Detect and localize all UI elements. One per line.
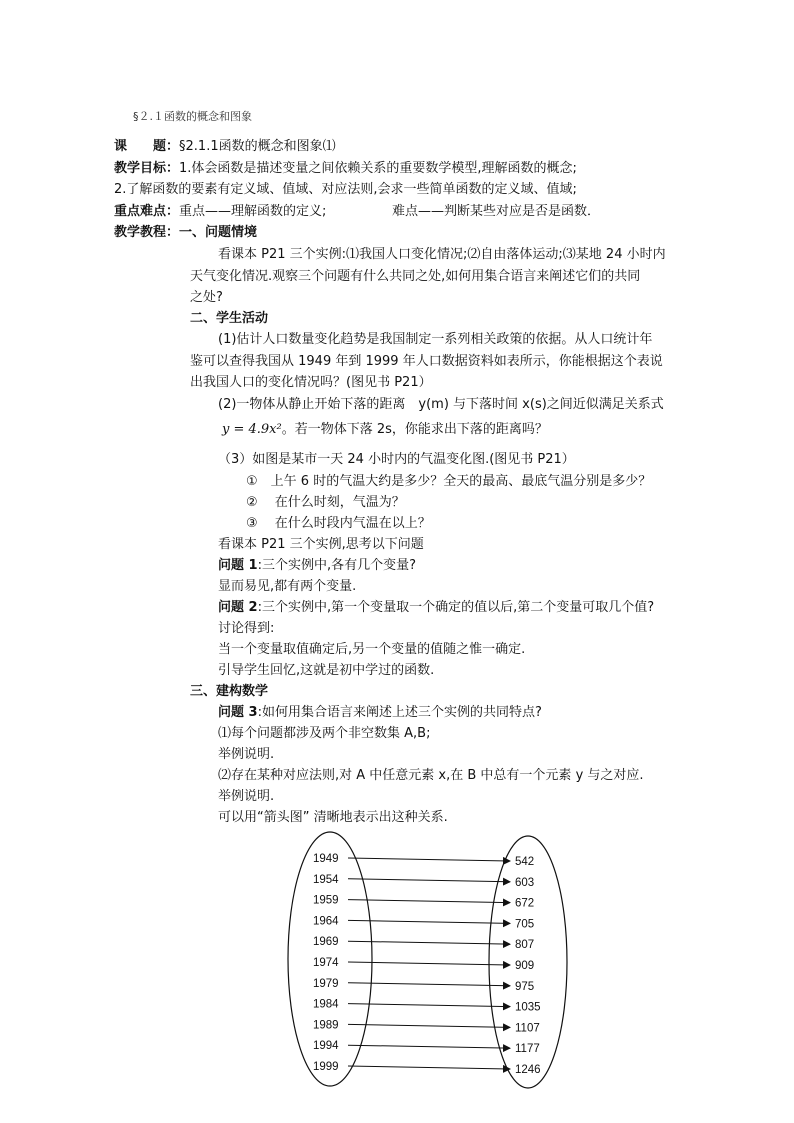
mapping-arrow: [348, 983, 510, 986]
question-2: ② 在什么时刻，气温为？: [246, 495, 405, 510]
domain-year: 1999: [313, 1061, 339, 1073]
fall-formula: y = 4.9x²: [222, 422, 282, 437]
think-line: 看课本 P21 三个实例,思考以下问题: [218, 537, 424, 552]
p3-title: （3）如图是某市一天 24 小时内的气温变化图.(图见书 P21）: [218, 452, 575, 467]
qa3-text: :如何用集合语言来阐述上述三个实例的共同特点?: [257, 705, 542, 720]
p2-line-1: (2)一物体从静止开始下落的距离 y(m) 与下落时间 x(s)之间近似满足关系式: [218, 397, 664, 412]
section-3-title: 三、建构数学: [190, 684, 269, 699]
qa1-text: :三个实例中,各有几个变量?: [257, 558, 416, 573]
process-label: 教学教程：: [114, 225, 180, 240]
domain-year: 1974: [313, 957, 339, 969]
statement-2: ⑵存在某种对应法则,对 A 中任意元素 x,在 B 中总有一个元素 y 与之对应.: [218, 768, 644, 783]
qa2-answer-2: 当一个变量取值确定后,另一个变量的值随之惟一确定.: [218, 642, 526, 657]
qa1-label: 问题 1: [218, 558, 258, 573]
statement-1-example: 举例说明.: [218, 747, 275, 762]
domain-year: 1964: [313, 915, 339, 928]
qa2-text: :三个实例中,第一个变量取一个确定的值以后,第二个变量可取几个值?: [257, 600, 655, 615]
domain-year: 1949: [313, 853, 339, 865]
statement-1: ⑴每个问题都涉及两个非空数集 A,B;: [218, 726, 431, 741]
mapping-arrow: [348, 900, 510, 903]
range-population: 807: [515, 939, 535, 952]
mapping-arrow: [348, 1045, 510, 1048]
range-population: 603: [515, 876, 535, 889]
topic-label: 课 题：: [114, 139, 180, 154]
goal-label: 教学目标：: [114, 161, 180, 176]
range-population: 705: [515, 918, 535, 931]
range-population: 542: [515, 856, 535, 868]
p1-line-2: 鉴可以查得我国从 1949 年到 1999 年人口数据资料如表所示，你能根据这个表说: [190, 354, 663, 369]
range-population: 672: [515, 897, 535, 910]
arrow-diagram-note: 可以用“箭头图” 清晰地表示出这种关系.: [218, 810, 448, 825]
intro-line-1: 看课本 P21 三个实例:⑴我国人口变化情况;⑵自由落体运动;⑶某地 24 小时内: [218, 247, 666, 262]
intro-line-2: 天气变化情况.观察三个问题有什么共同之处,如何用集合语言来阐述它们的共同: [190, 269, 641, 284]
range-population: 975: [515, 980, 535, 993]
mapping-arrow: [348, 920, 510, 923]
key-label: 重点难点：: [114, 204, 180, 219]
qa2-answer-1: 讨论得到:: [218, 621, 275, 636]
question-1: ① 上午 6 时的气温大约是多少？全天的最高、最底气温分别是多少？: [246, 474, 652, 489]
qa2-label: 问题 2: [218, 600, 258, 615]
range-population: 909: [515, 960, 535, 972]
goal-1: 1.体会函数是描述变量之间依赖关系的重要数学模型,理解函数的概念;: [179, 161, 577, 176]
range-population: 1177: [515, 1043, 540, 1056]
difficulty: 难点——判断某些对应是否是函数．: [392, 204, 601, 219]
domain-year: 1954: [313, 873, 339, 886]
p1-line-1: (1)估计人口数量变化趋势是我国制定一系列相关政策的依据。从人口统计年: [218, 332, 653, 347]
range-population: 1107: [515, 1022, 540, 1035]
mapping-arrow: [348, 858, 510, 861]
goal-2: 2.了解函数的要素有定义域、值域、对应法则,会求一些简单函数的定义域、值域;: [114, 182, 577, 197]
section-1-title: 一、问题情境: [179, 225, 258, 240]
p1-line-3: 出我国人口的变化情况吗？(图见书 P21）: [190, 375, 432, 390]
mapping-arrow: [348, 1004, 510, 1007]
page-header: §２.１函数的概念和图象: [133, 110, 252, 123]
statement-2-example: 举例说明.: [218, 789, 275, 804]
intro-line-3: 之处?: [190, 290, 223, 305]
domain-year: 1989: [313, 1019, 339, 1032]
p2-question: 。若一物体下落 2s，你能求出下落的距离吗？: [281, 422, 548, 437]
mapping-arrow: [348, 1066, 510, 1069]
topic-text: §2.1.1函数的概念和图象⑴: [179, 139, 336, 154]
qa2-answer-3: 引导学生回忆,这就是初中学过的函数.: [218, 663, 435, 678]
section-2-title: 二、学生活动: [190, 311, 269, 326]
mapping-arrow: [348, 1024, 510, 1027]
range-population: 1246: [515, 1064, 541, 1076]
qa1-answer: 显而易见,都有两个变量.: [218, 579, 357, 594]
domain-year: 1994: [313, 1040, 339, 1053]
question-3: ③ 在什么时段内气温在以上？: [246, 516, 431, 531]
domain-year: 1984: [313, 998, 339, 1011]
domain-year: 1969: [313, 936, 339, 949]
range-population: 1035: [515, 1001, 541, 1014]
mapping-arrow: [348, 879, 510, 882]
qa3-label: 问题 3: [218, 705, 258, 720]
domain-year: 1959: [313, 894, 339, 907]
domain-year: 1979: [313, 977, 339, 990]
key-point: 重点——理解函数的定义;: [179, 204, 327, 219]
